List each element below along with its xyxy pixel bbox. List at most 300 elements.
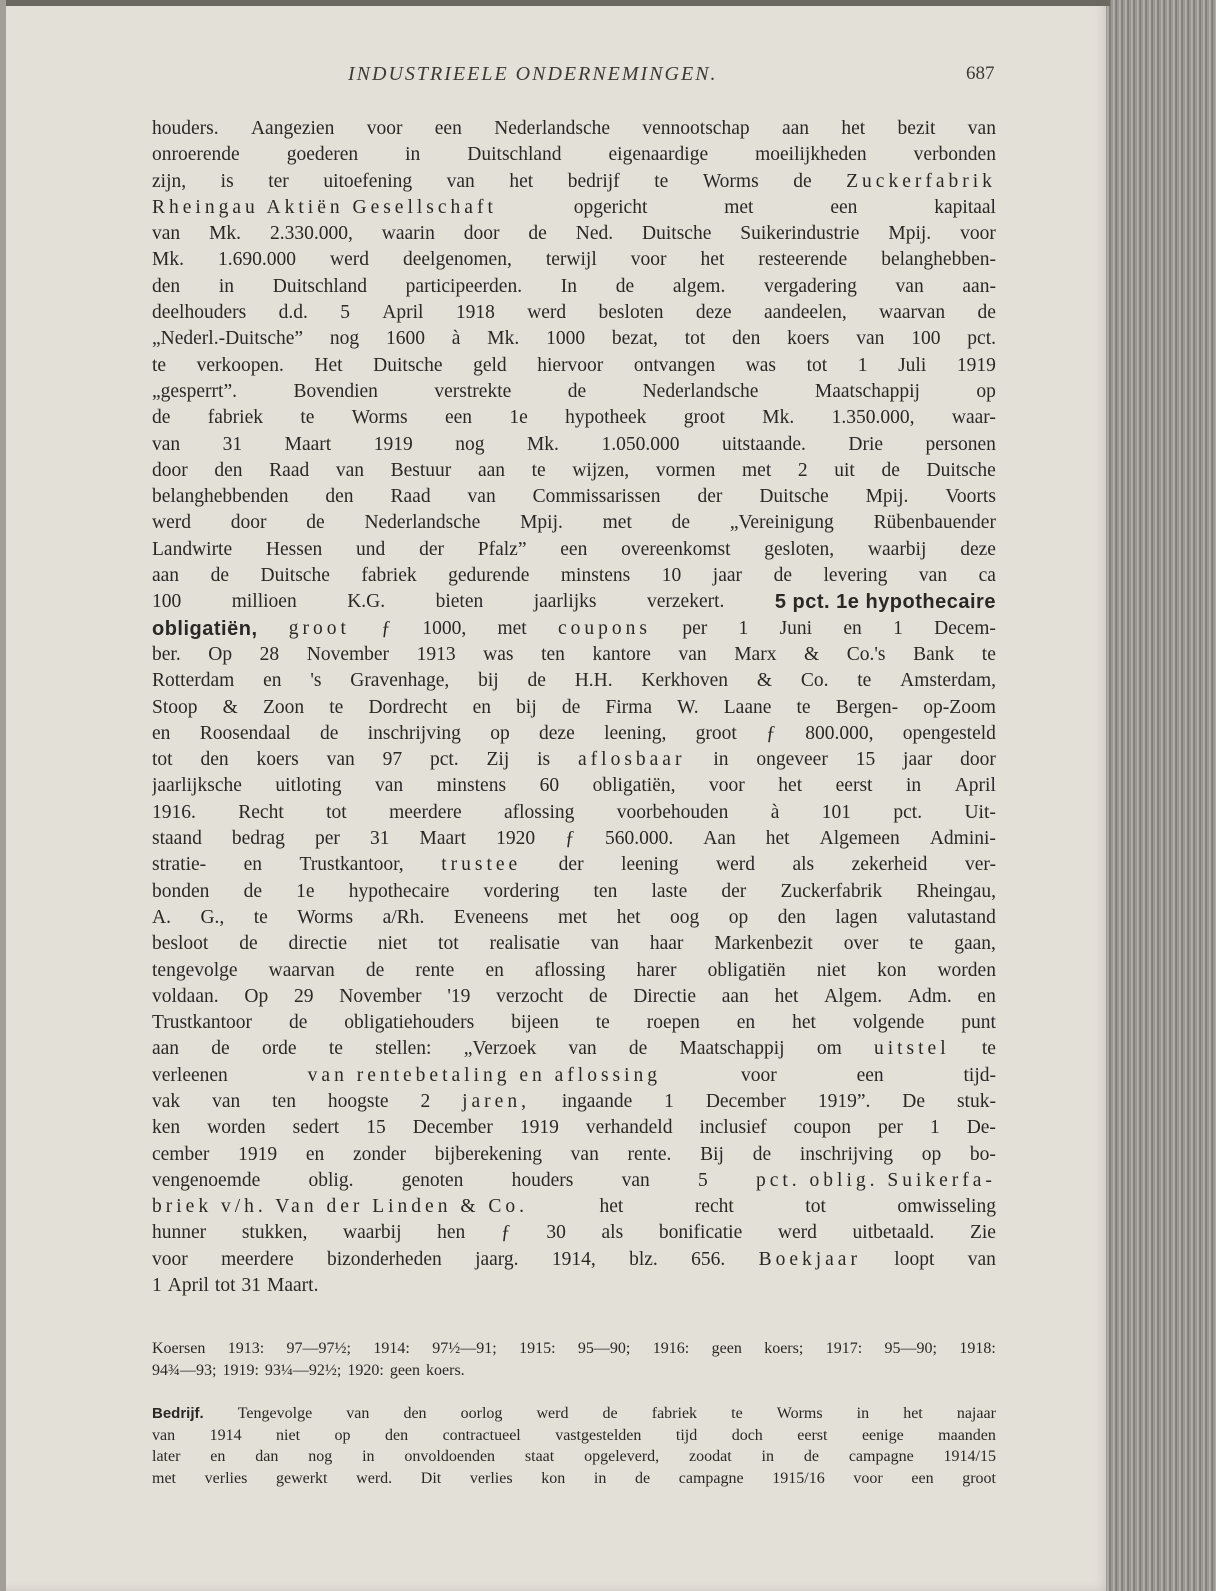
word: deelhouders	[152, 302, 247, 324]
word: leening	[621, 854, 679, 876]
word: nog	[308, 1448, 333, 1465]
word: Algemeen	[819, 828, 900, 850]
word: aan	[152, 1038, 180, 1060]
word: vordering	[483, 880, 560, 902]
word: ƒ	[500, 1222, 511, 1244]
word: en	[263, 670, 282, 692]
word: obligatiën	[707, 959, 786, 981]
text-line	[152, 195, 996, 221]
word: jaarlijks	[533, 591, 597, 613]
word: door	[152, 459, 188, 481]
word: Bovendien	[293, 380, 378, 402]
word: pct.	[429, 749, 459, 771]
word: oog	[670, 906, 700, 928]
word: waarvan	[268, 959, 335, 981]
word: ƒ	[565, 828, 575, 850]
word: de	[634, 1469, 651, 1487]
word: een	[856, 1064, 884, 1086]
word: H.H.	[574, 670, 613, 692]
word: Mk.	[526, 433, 559, 455]
word: van	[967, 118, 996, 139]
text-line	[152, 721, 996, 747]
word: den	[732, 328, 761, 350]
word: stuk-	[956, 1090, 996, 1112]
word: Raad	[269, 459, 310, 481]
word: in	[761, 1448, 774, 1465]
word: verlies	[204, 1469, 248, 1487]
word: oorlog	[460, 1405, 503, 1422]
word: worden	[207, 1117, 266, 1139]
word: de	[365, 959, 385, 981]
word: Eveneens	[453, 906, 529, 928]
word: Mk.	[762, 407, 795, 429]
word: bo-	[969, 1143, 996, 1165]
word: Trustkantoor	[152, 1012, 253, 1034]
word: wijzen,	[572, 459, 630, 481]
word: opengesteld	[902, 722, 996, 744]
word: en	[485, 959, 504, 981]
word: 15	[855, 749, 876, 771]
word: eerst	[835, 775, 873, 797]
word: 1918:	[959, 1340, 996, 1357]
text-line	[152, 589, 996, 615]
word: Co.	[800, 670, 829, 692]
text-line	[152, 800, 996, 826]
word: Drie	[848, 433, 884, 455]
word: overeenkomst	[621, 538, 731, 560]
word: roepen	[646, 1012, 700, 1034]
word: ongeveer	[756, 749, 828, 771]
word: ingaande	[561, 1090, 633, 1112]
text-line	[152, 984, 996, 1010]
word: 1e	[296, 880, 315, 902]
text-line	[152, 1168, 996, 1194]
word: 2.330.000,	[269, 223, 353, 245]
word: April	[167, 1275, 209, 1297]
word: Hessen	[265, 538, 323, 560]
word: 1000	[546, 328, 586, 350]
word: de	[881, 459, 900, 481]
word: Landwirte	[152, 538, 233, 560]
bedrijf-line	[152, 1425, 996, 1447]
word: laste	[651, 880, 688, 902]
word: tot	[152, 749, 173, 771]
word: het	[765, 828, 790, 850]
spaced-emphasis: uitstel	[873, 1038, 950, 1060]
word: 1914/15	[943, 1448, 996, 1465]
word: millioen	[231, 591, 297, 613]
koersen-paragraph	[152, 1338, 996, 1381]
word: belanghebben-	[881, 249, 996, 271]
word: In	[560, 275, 578, 297]
word: haar	[649, 933, 684, 955]
word: te	[152, 354, 167, 376]
word: &	[222, 696, 238, 718]
word: der	[419, 538, 444, 560]
word: levering	[823, 565, 888, 587]
word: een	[434, 118, 462, 139]
word: 28	[259, 643, 280, 665]
word: waarbij	[867, 538, 927, 560]
word: doch	[731, 1426, 763, 1444]
word: meerdere	[221, 1248, 294, 1270]
word: 29	[293, 985, 314, 1007]
word: ca	[978, 565, 996, 587]
word: te	[595, 1012, 610, 1034]
word: inschrijving	[799, 1143, 893, 1165]
word: het	[903, 1405, 923, 1422]
word: 1.350.000,	[831, 407, 915, 429]
word: April	[382, 302, 424, 324]
word: uitoefening	[323, 170, 413, 192]
word: 95—90;	[884, 1340, 937, 1357]
word: per	[682, 617, 708, 639]
word: Zoon	[262, 696, 305, 718]
word: moeilijkheden	[755, 144, 867, 166]
word: 1915:	[519, 1340, 556, 1357]
word: der	[697, 486, 723, 508]
word: gesloten,	[764, 538, 835, 560]
word: realisatie	[489, 933, 560, 955]
word: groot	[683, 407, 725, 429]
word: 31	[241, 1275, 262, 1297]
word: December	[412, 1117, 493, 1139]
word: in	[405, 144, 421, 166]
word: Zie	[969, 1222, 996, 1244]
word: minstens	[560, 565, 631, 587]
word: Maart.	[267, 1275, 319, 1297]
word: obligatiën,	[592, 775, 676, 797]
word: geen	[711, 1340, 742, 1357]
word: Mpij.	[888, 223, 932, 245]
word: aflossing	[503, 801, 575, 823]
word: tot	[326, 801, 347, 823]
word: 100	[911, 328, 941, 350]
word: koers	[787, 328, 830, 350]
word: 1.690.000	[217, 249, 296, 271]
word: Op	[208, 643, 233, 665]
word: worden	[937, 959, 996, 981]
word: Duitsche	[759, 486, 829, 508]
word: Zuckerfabrik	[780, 880, 883, 902]
word: Bij	[700, 1143, 724, 1165]
word: het	[616, 906, 641, 928]
word: bedrijf	[567, 170, 620, 192]
word: jaarlijksche	[152, 775, 242, 797]
text-line	[152, 563, 996, 589]
word: van	[467, 486, 496, 508]
word: à	[451, 328, 461, 350]
word: ten	[593, 880, 618, 902]
spaced-emphasis: groot	[288, 617, 350, 639]
word: harer	[636, 959, 677, 981]
word: de	[306, 512, 325, 534]
word: omwisseling	[897, 1196, 996, 1218]
text-line	[152, 905, 996, 931]
word: en	[472, 696, 492, 718]
word: van	[326, 749, 355, 771]
word: tot	[806, 354, 828, 376]
word: de	[527, 670, 546, 692]
word: goederen	[286, 144, 359, 166]
word: voor	[709, 775, 745, 797]
word: Aan	[703, 828, 736, 850]
word: de	[243, 880, 262, 902]
word: Duitschland	[272, 275, 367, 297]
word: koers.	[426, 1361, 465, 1379]
text-line	[152, 274, 996, 300]
spaced-emphasis: Rheingau Aktiën Gesellschaft	[152, 196, 497, 218]
word: aan	[721, 985, 749, 1007]
word: 1	[738, 617, 749, 639]
word: Koersen	[152, 1340, 206, 1357]
word: „Vereinigung	[729, 512, 834, 534]
word: Mk.	[209, 223, 242, 245]
text-line	[152, 169, 996, 195]
text-line	[152, 432, 996, 458]
word: lagen	[835, 906, 878, 928]
word: van	[918, 565, 948, 587]
word: Nederlandsche	[642, 380, 759, 402]
word: contractueel	[442, 1426, 521, 1444]
word: Maart	[284, 433, 332, 455]
word: den	[403, 1405, 427, 1422]
word: Duitsche	[260, 565, 330, 587]
word: November	[306, 643, 390, 665]
word: met	[602, 512, 632, 534]
running-head: INDUSTRIEELE ONDERNEMINGEN.	[348, 63, 718, 85]
word: fabriek	[361, 565, 417, 587]
word: Trustkantoor,	[299, 854, 404, 876]
word: op	[728, 906, 749, 928]
spaced-emphasis: trustee	[441, 854, 522, 876]
text-line	[152, 1010, 996, 1036]
word: campagne	[678, 1469, 744, 1487]
word: en	[843, 617, 862, 639]
word: het	[778, 775, 803, 797]
word: te	[329, 696, 344, 718]
word: de	[239, 933, 258, 955]
word: van	[375, 775, 404, 797]
left-edge	[0, 0, 6, 1591]
bold-heading: 5 pct. 1e hypothecaire	[774, 591, 996, 614]
word: 1913:	[227, 1340, 265, 1357]
word: 2	[797, 459, 808, 481]
word: pct.	[893, 801, 923, 823]
spaced-emphasis: Zuckerfabrik	[846, 170, 996, 192]
word: 15	[366, 1117, 386, 1139]
word: Nederlandsche	[494, 118, 611, 139]
word: bij	[478, 670, 499, 692]
word: December	[705, 1090, 786, 1112]
word: groot	[695, 722, 737, 744]
word: koers	[256, 749, 299, 771]
word: 93¼—92½;	[264, 1361, 342, 1379]
word: stratie-	[152, 854, 207, 876]
word: de	[671, 512, 691, 534]
word: 1	[857, 354, 868, 376]
word: 1	[929, 1117, 940, 1139]
word: 800.000,	[805, 722, 874, 744]
word: van	[152, 433, 181, 455]
word: de	[528, 223, 547, 245]
word: Op	[244, 985, 269, 1007]
text-line	[152, 1194, 996, 1220]
word: April	[954, 775, 996, 797]
word: later	[152, 1448, 181, 1465]
word: inclusief	[699, 1117, 767, 1139]
word: verlies	[469, 1469, 513, 1487]
word: Rheingau,	[916, 880, 996, 902]
word: onvoldoenden	[404, 1448, 496, 1465]
word: 1914,	[551, 1248, 596, 1270]
word: jaarg.	[475, 1248, 519, 1270]
spaced-emphasis: jaren,	[462, 1090, 530, 1112]
word: d.d.	[278, 302, 308, 324]
word: stukken,	[241, 1222, 308, 1244]
word: ƒ	[766, 722, 776, 744]
word: voor	[740, 1064, 777, 1086]
word: Maatschappij	[679, 1038, 785, 1060]
word: De	[902, 1090, 926, 1112]
spaced-emphasis: briek v/h. Van der Linden & Co.	[152, 1196, 529, 1218]
text-line	[152, 773, 996, 799]
word: hunner	[152, 1222, 207, 1244]
word: ter	[268, 170, 289, 192]
word: hen	[437, 1222, 466, 1244]
word: de	[211, 1038, 230, 1060]
word: deze	[695, 302, 732, 324]
word: onroerende	[152, 144, 240, 166]
word: verzocht	[496, 985, 564, 1007]
word: met	[497, 617, 527, 639]
word: zekerheid	[851, 854, 928, 876]
word: recht	[694, 1196, 734, 1218]
word: koers;	[764, 1340, 804, 1357]
text-line	[152, 1089, 996, 1115]
word: van	[621, 1169, 650, 1191]
word: aflossing	[534, 959, 606, 981]
bold-heading: obligatiën,	[152, 617, 258, 640]
word: niet	[276, 1426, 301, 1444]
word: punt	[961, 1012, 996, 1034]
word: waarbij	[343, 1222, 402, 1244]
word: Juli	[898, 354, 927, 376]
word: te	[981, 1038, 996, 1060]
word: Rotterdam	[152, 670, 235, 692]
word: Dit	[420, 1469, 442, 1487]
word: Ned.	[575, 223, 614, 245]
word: vergadering	[764, 275, 857, 297]
word: een	[444, 407, 473, 429]
word: te	[531, 459, 546, 481]
word: bonificatie	[658, 1222, 743, 1244]
word: bizonderheden	[326, 1248, 442, 1270]
word: en	[243, 854, 263, 876]
word: zoodat	[689, 1448, 732, 1465]
word: per	[878, 1117, 903, 1139]
word: het	[700, 249, 725, 271]
text-line	[152, 1220, 996, 1246]
word: werd.	[356, 1469, 393, 1487]
word: A.	[152, 906, 171, 928]
word: ƒ	[381, 617, 392, 639]
word: ver-	[964, 854, 996, 876]
word: Commissarissen	[532, 486, 661, 508]
word: zonder	[352, 1143, 407, 1165]
word: voldaan.	[152, 985, 219, 1007]
word: 1e	[509, 407, 528, 429]
word: bieten	[435, 591, 484, 613]
text-line	[152, 958, 996, 984]
word: te	[981, 643, 996, 665]
bedrijf-line	[152, 1446, 996, 1468]
word: te	[300, 407, 315, 429]
word: ber.	[152, 643, 181, 665]
word: „gesperrt”.	[152, 380, 237, 402]
word: personen	[925, 433, 996, 455]
word: November	[339, 985, 422, 1007]
word: gaan,	[954, 933, 996, 955]
word: zijn,	[152, 170, 187, 192]
word: het	[599, 1196, 624, 1218]
word: gewerkt	[275, 1469, 328, 1487]
word: Dordrecht	[368, 696, 448, 718]
word: en	[152, 722, 171, 744]
word: 1919	[956, 354, 996, 376]
word: staand	[152, 828, 202, 850]
word: Duitsche	[373, 354, 443, 376]
word: vormen	[655, 459, 716, 481]
word: was	[483, 643, 514, 665]
word: 97½—91;	[432, 1340, 497, 1357]
word: algem.	[672, 275, 726, 297]
word: den	[325, 486, 354, 508]
word: sedert	[292, 1117, 340, 1139]
word: in	[362, 1448, 375, 1465]
word: in	[713, 749, 729, 771]
word: op	[490, 722, 510, 744]
word: 5	[340, 302, 350, 324]
word: werd	[536, 1405, 569, 1422]
word: van	[152, 223, 181, 245]
text-line	[152, 1273, 996, 1299]
word: K.G.	[347, 591, 386, 613]
word: en	[977, 985, 996, 1007]
word: tengevolge	[152, 959, 238, 981]
word: als	[792, 854, 815, 876]
word: 1914:	[373, 1340, 410, 1357]
word: 100	[152, 591, 182, 613]
word: W.	[677, 696, 699, 718]
word: verkoopen.	[196, 354, 284, 376]
word: &	[804, 643, 820, 665]
word: tot	[214, 1275, 236, 1297]
word: 1	[893, 617, 903, 639]
word: 1919	[519, 1117, 559, 1139]
word: verstrekte	[434, 380, 512, 402]
word: van	[346, 1405, 370, 1422]
word: te	[654, 170, 669, 192]
text-line	[152, 379, 996, 405]
word: werd	[330, 249, 369, 271]
word: directie	[288, 933, 347, 955]
word: Raad	[390, 486, 431, 508]
word: uitbetaald.	[852, 1222, 935, 1244]
text-line	[152, 221, 996, 247]
word: pct.	[967, 328, 996, 350]
text-line	[152, 247, 996, 273]
